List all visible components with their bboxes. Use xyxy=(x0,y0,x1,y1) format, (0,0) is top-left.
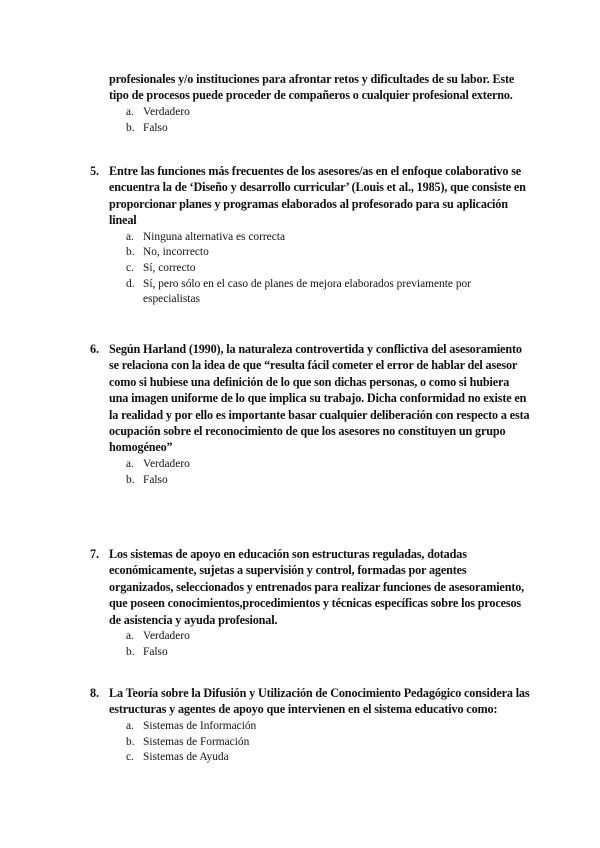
question-6-text xyxy=(90,341,530,456)
question-4-option-b[interactable] xyxy=(90,121,530,137)
question-number: 7. xyxy=(90,547,99,561)
option-letter: c. xyxy=(126,262,134,275)
option-letter: a. xyxy=(126,719,134,732)
option-letter: b. xyxy=(126,246,135,259)
question-number: 5. xyxy=(90,164,99,178)
question-7 xyxy=(90,546,530,660)
question-statement: Entre las funciones más frecuentes de los asesores/as en el enfoque colaborativo se encuentra la de ‘Diseño y desarrollo curricular’ (Louis et al., 1985), que consiste en proporcionar planes y programas elaborados al profesorado para su aplicación lineal xyxy=(109,164,526,228)
option-text: Falso xyxy=(143,473,168,486)
question-4-option-a[interactable] xyxy=(90,105,530,121)
question-7-option-b[interactable] xyxy=(90,645,530,661)
option-text: Verdadero xyxy=(143,457,190,470)
option-letter: a. xyxy=(126,230,134,243)
option-text: Verdadero xyxy=(143,630,190,643)
question-8-option-c[interactable] xyxy=(90,750,530,766)
option-text: No, incorrecto xyxy=(143,246,209,259)
option-text: Sistemas de Información xyxy=(143,719,257,732)
option-letter: a. xyxy=(126,105,134,118)
option-text: Sí, pero sólo en el caso de planes de mejora elaborados previamente por especialistas xyxy=(143,277,471,306)
question-5 xyxy=(90,163,530,308)
question-7-option-a[interactable] xyxy=(90,629,530,645)
question-8 xyxy=(90,685,530,766)
option-letter: a. xyxy=(126,630,134,643)
question-6-option-a[interactable] xyxy=(90,457,530,473)
option-text: Falso xyxy=(143,121,168,134)
question-6 xyxy=(90,341,530,488)
question-5-option-a[interactable] xyxy=(90,230,530,246)
question-8-option-a[interactable] xyxy=(90,719,530,735)
option-letter: a. xyxy=(126,457,134,470)
option-text: Sistemas de Formación xyxy=(143,735,250,748)
option-text: Sistemas de Ayuda xyxy=(143,751,229,764)
question-7-text xyxy=(90,546,530,628)
question-6-options xyxy=(90,457,530,488)
option-letter: b. xyxy=(126,735,135,748)
question-8-options xyxy=(90,719,530,766)
question-8-text xyxy=(90,685,530,718)
question-4-options xyxy=(90,105,530,136)
question-4-continued xyxy=(90,71,530,136)
question-5-options xyxy=(90,230,530,309)
question-number: 6. xyxy=(90,342,99,356)
option-text: Verdadero xyxy=(143,105,190,118)
option-letter: b. xyxy=(126,645,135,658)
question-statement: Los sistemas de apoyo en educación son estructuras reguladas, dotadas económicamente, sujetas a supervisión y control, formadas por agentes organizados, seleccionados y entrenados para realizar funciones de asesoramiento, que poseen conocimientos,procedimientos y técnicas específicas sobre los procesos de asistencia y ayuda profesional. xyxy=(109,547,525,627)
question-5-option-b[interactable] xyxy=(90,245,530,261)
question-5-text xyxy=(90,163,530,229)
option-text: Ninguna alternativa es correcta xyxy=(143,230,285,243)
option-letter: b. xyxy=(126,121,135,134)
question-statement: Según Harland (1990), la naturaleza controvertida y conflictiva del asesoramiento se relaciona con la idea de que “resulta fácil cometer el error de hablar del asesor como si hubiese una definición de lo que son dichas personas, o como si hubiera una imagen uniforme de lo que implica su trabajo. Dicha conformidad no existe en la realidad y por ello es importante basar cualquier deliberación con respecto a esta ocupación sobre el reconocimiento de que los asesores no constituyen un grupo homogéneo” xyxy=(109,342,530,455)
option-text: Falso xyxy=(143,645,168,658)
question-5-option-d[interactable] xyxy=(90,277,530,308)
option-letter: b. xyxy=(126,473,135,486)
question-4-text: profesionales y/o instituciones para afrontar retos y dificultades de su labor. Este tipo de procesos puede proceder de compañeros o cualquier profesional externo. xyxy=(109,72,515,103)
question-6-option-b[interactable] xyxy=(90,473,530,489)
question-7-options xyxy=(90,629,530,660)
question-statement: La Teoría sobre la Difusión y Utilización de Conocimiento Pedagógico considera las estructuras y agentes de apoyo que intervienen en el sistema educativo como: xyxy=(109,686,530,717)
option-text: Sí, correcto xyxy=(143,262,196,275)
question-5-option-c[interactable] xyxy=(90,261,530,277)
option-letter: d. xyxy=(126,277,135,290)
question-number: 8. xyxy=(90,686,99,700)
question-8-option-b[interactable] xyxy=(90,735,530,751)
option-letter: c. xyxy=(126,751,134,764)
